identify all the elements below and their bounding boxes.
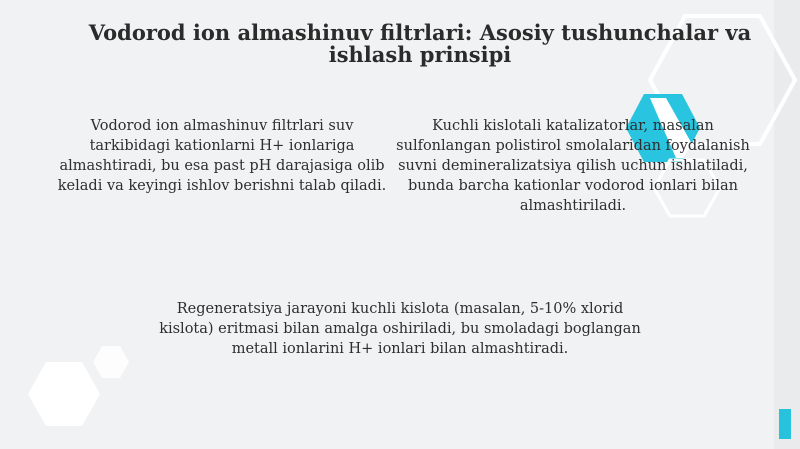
accent-bar [779, 409, 791, 439]
white-hexagon-large [28, 362, 100, 426]
paragraph-bottom: Regeneratsiya jarayoni kuchli kislota (masalan, 5-10% xlorid kislota) eritmasi bilan amalga oshiriladi, bu smoladagi boglangan metall ionlarini H+ ionlari bilan almashtiradi. [159, 301, 641, 357]
white-hexagon-small [93, 346, 129, 378]
slide-title: Vodorod ion almashinuv filtrlari: Asosiy tushunchalar va ishlash prinsipi [88, 20, 752, 67]
paragraph-left: Vodorod ion almashinuv filtrlari suv tarkibidagi kationlarni H+ ionlariga almashtiradi, bu esa past pH darajasiga olib keladi va keyingi ishlov berishni talab qiladi. [57, 118, 387, 194]
hexagon-decoration-bottom-left [20, 340, 140, 440]
paragraph-right: Kuchli kislotali katalizatorlar, masalan sulfonlangan polistirol smolalaridan foydalanish suvni demineralizatsiya qilish uchun ishlatiladi, bunda barcha kationlar vodorod ionlari bilan almashtiriladi. [396, 118, 750, 214]
